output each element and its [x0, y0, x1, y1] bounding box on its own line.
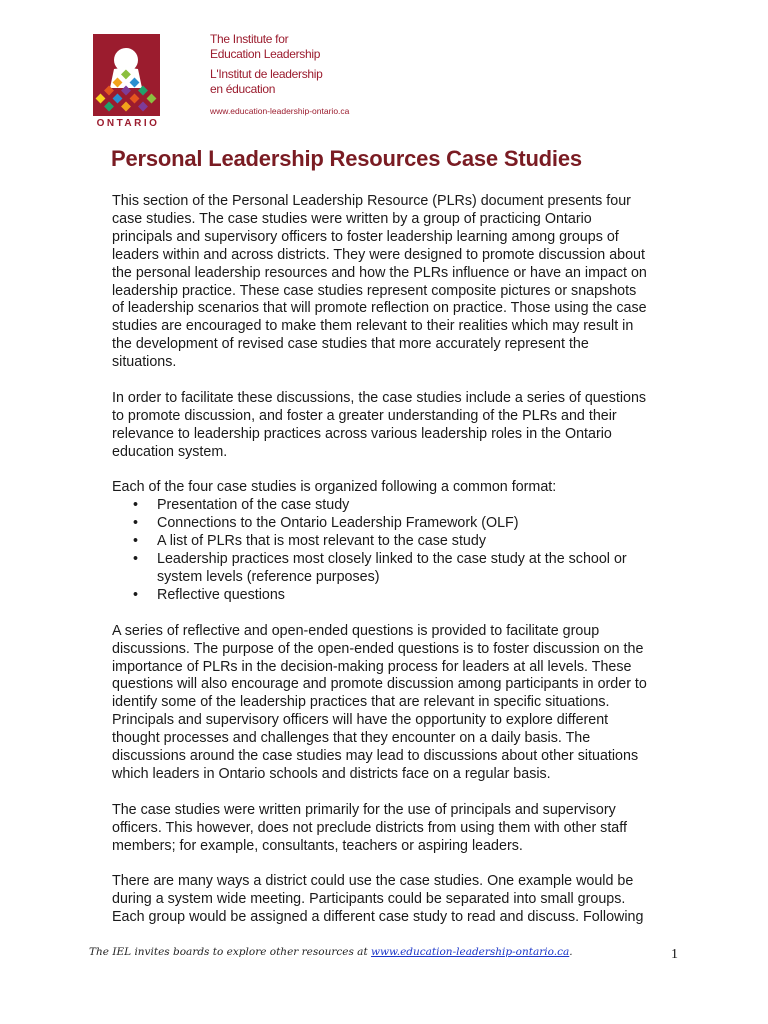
- header: [92, 32, 392, 132]
- text-line: leadership practice. These case studies represent composite pictures or snapshots: [112, 282, 637, 299]
- institute-en-line2: Education Leadership: [210, 47, 321, 61]
- list-item: [112, 533, 682, 551]
- text-line: case studies. The case studies were written by a group of practicing Ontario: [112, 210, 592, 227]
- text-line: principals and supervisory officers to foster leadership learning among groups of: [112, 228, 619, 245]
- text-line: of leadership scenarios that will promote reflection on practice. Those using the case: [112, 300, 647, 317]
- text-line: situations.: [112, 354, 177, 371]
- list-item: [112, 551, 682, 569]
- text-line: discussions. The purpose of the open-ended questions is to foster discussion on the: [112, 640, 644, 657]
- paragraph-6: [112, 873, 682, 927]
- text-line: Principals and supervisory officers will have the opportunity to explore different: [112, 712, 609, 729]
- text-line: which leaders in Ontario schools and districts face on a regular basis.: [112, 765, 551, 782]
- text-line: education system.: [112, 443, 228, 460]
- text-line: discussions around the case studies may lead to discussions about other situations: [112, 748, 639, 765]
- bullet-icon: •: [133, 586, 139, 603]
- footer-end: .: [569, 946, 573, 958]
- page-number: 1: [671, 947, 678, 962]
- institute-en-line1: The Institute for: [210, 32, 289, 46]
- paragraph-3-intro: Each of the four case studies is organized following a common format:: [112, 479, 557, 496]
- list-item: [112, 587, 682, 605]
- text-line: importance of PLRs in the decision-making process for leaders at all levels. These: [112, 658, 632, 675]
- text-line: questions will also encourage and promote discussion among participants in order to: [112, 676, 647, 693]
- text-line: The case studies were written primarily for the use of principals and supervisory: [112, 801, 616, 818]
- header-website: www.education-leadership-ontario.ca: [210, 106, 350, 116]
- logo-figure-icon: [93, 34, 160, 116]
- format-list: [112, 497, 682, 604]
- text-line: the personal leadership resources and how the PLRs influence or have an impact on: [112, 264, 647, 281]
- page-title: Personal Leadership Resources Case Studies: [111, 146, 582, 171]
- text-line: A series of reflective and open-ended questions is provided to facilitate group: [112, 622, 600, 639]
- logo-box: [93, 34, 160, 116]
- bullet-icon: •: [133, 515, 139, 532]
- list-item-text: Leadership practices most closely linked to the case study at the school or: [157, 551, 627, 568]
- text-line: studies are encouraged to make them relevant to their realities which may result in: [112, 318, 634, 335]
- page-footer: [89, 946, 573, 958]
- text-line: during a system wide meeting. Participants could be separated into small groups.: [112, 891, 626, 908]
- text-line: officers. This however, does not preclude districts from using them with other staff: [112, 819, 627, 836]
- list-item: [112, 497, 682, 515]
- text-line: relevance to leadership practices across various leadership roles in the Ontario: [112, 425, 612, 442]
- bullet-icon: •: [133, 497, 139, 514]
- list-item-text: system levels (reference purposes): [157, 569, 380, 585]
- text-line: members; for example, consultants, teachers or aspiring leaders.: [112, 837, 523, 854]
- list-item-text: A list of PLRs that is most relevant to the case study: [157, 533, 486, 550]
- text-line: thought processes and challenges that they encounter on a daily basis. The: [112, 730, 591, 747]
- paragraph-2: [112, 390, 682, 462]
- institute-fr-line1: L'Institut de leadership: [210, 67, 323, 81]
- bullet-icon: •: [133, 551, 139, 568]
- footer-link[interactable]: www.education-leadership-ontario.ca: [371, 946, 570, 958]
- paragraph-5: [112, 802, 682, 856]
- bullet-icon: •: [133, 533, 139, 550]
- document-body: [112, 193, 682, 927]
- footer-text: The IEL invites boards to explore other resources at: [89, 946, 372, 958]
- list-item-text: Connections to the Ontario Leadership Framework (OLF): [157, 515, 519, 532]
- text-line: This section of the Personal Leadership Resource (PLRs) document presents four: [112, 193, 631, 209]
- paragraph-1: [112, 193, 682, 372]
- institute-fr-line2: en éducation: [210, 82, 276, 96]
- list-item-continuation: [112, 569, 682, 587]
- text-line: leaders within and across districts. They were designed to promote discussion about: [112, 246, 645, 263]
- text-line: In order to facilitate these discussions, the case studies include a series of questions: [112, 389, 647, 406]
- ontario-logo: [92, 32, 162, 132]
- list-item-text: Presentation of the case study: [157, 497, 350, 514]
- text-line: to promote discussion, and foster a greater understanding of the PLRs and their: [112, 407, 617, 424]
- text-line: There are many ways a district could use the case studies. One example would be: [112, 873, 634, 890]
- institute-name: [210, 32, 410, 119]
- text-line: identify some of the leadership practices that are relevant in specific situations.: [112, 694, 610, 711]
- list-item-text: Reflective questions: [157, 586, 285, 603]
- logo-wordmark: ONTARIO: [96, 118, 160, 129]
- list-item: [112, 515, 682, 533]
- text-line: Each group would be assigned a different case study to read and discuss. Following: [112, 909, 644, 926]
- text-line: the development of revised case studies that more accurately represent the: [112, 336, 589, 353]
- paragraph-4: [112, 623, 682, 784]
